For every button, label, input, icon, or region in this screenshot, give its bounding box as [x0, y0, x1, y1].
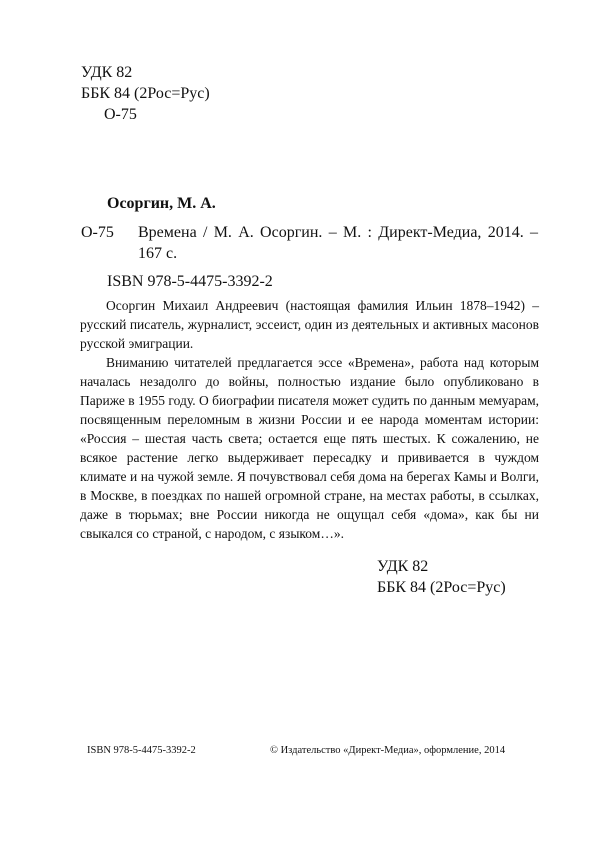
classification-block: [81, 62, 301, 125]
udk-code: УДК 82: [81, 64, 133, 81]
bibliographic-title: Времена / М. А. Осоргин. – М. : Директ-Медиа, 2014. – 167 с.: [138, 224, 538, 262]
isbn-line: ISBN 978-5-4475-3392-2: [107, 273, 273, 290]
author-mark: О-75: [104, 106, 137, 123]
entry-author-mark: О-75: [81, 224, 114, 241]
abstract-paragraph-2: Вниманию читателей предлагается эссе «Времена», работа над которым началась незадолго до войны, полностью издание было опубликовано в Париже в 1955 году. О биографии писателя может судить по данным мемуарам, посвященным переломным в жизни России и ее народа моментам истории: «Россия – шестая часть света; остается еще пять шестых. К сожалению, не всякое растение легко выдерживает пересадку и прививается в чуждом климате и на чужой земле. Я почувствовал себя дома на берегах Камы и Волги, в Москве, в поездках по нашей огромной стране, на местах работы, в ссылках, даже в тюрьмах; вне России никогда не ощущал себя «дома», как бы ни свыкался со страной, с народом, с языком…».: [80, 355, 539, 541]
author-heading: Осоргин, М. А.: [107, 195, 216, 212]
bbk-code: ББК 84 (2Рос=Рус): [81, 85, 210, 102]
classification-block-right: [377, 556, 577, 598]
bbk-code-right: ББК 84 (2Рос=Рус): [377, 579, 506, 596]
footer-isbn: ISBN 978-5-4475-3392-2: [87, 745, 196, 756]
udk-code-right: УДК 82: [377, 558, 429, 575]
footer-copyright: © Издательство «Директ-Медиа», оформление, 2014: [270, 745, 506, 756]
abstract: [80, 296, 539, 543]
abstract-paragraph-1: Осоргин Михаил Андреевич (настоящая фамилия Ильин 1878–1942) – русский писатель, журналист, эссеист, один из деятельных и активных масонов русской эмиграции.: [80, 298, 539, 351]
